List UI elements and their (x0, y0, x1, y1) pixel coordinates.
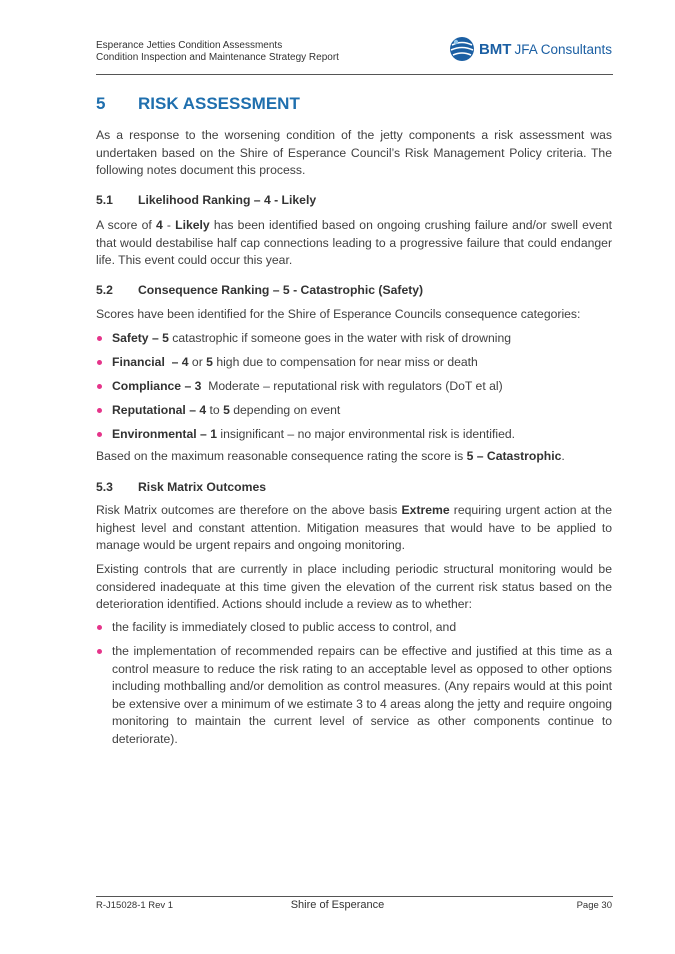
existing-controls-paragraph: Existing controls that are currently in place including periodic structural monitoring would be considered inadequate at this time given the elevation of the current risk status based on the deterioration identified. Actions should include a review as to whether: (96, 562, 612, 611)
section-title: RISK ASSESSMENT (138, 94, 300, 113)
list-item (96, 330, 612, 348)
list-item (96, 378, 612, 396)
header-text (96, 40, 339, 64)
text: insignificant – no major environmental risk is identified. (216, 427, 516, 441)
subsection-title: Consequence Ranking – 5 - Catastrophic (Safety) (138, 283, 424, 297)
consequence-intro: Scores have been identified for the Shire of Esperance Councils consequence categories: (96, 307, 581, 321)
subsection-title: Likelihood Ranking – 4 - Likely (138, 193, 317, 207)
header-line-1: Esperance Jetties Condition Assessments (96, 40, 283, 51)
text: depending on event (229, 403, 341, 417)
text: . (561, 449, 565, 463)
text: the facility is immediately closed to public access to control, and (112, 620, 457, 634)
bmt-logo (447, 32, 612, 66)
text: Based on the maximum reasonable consequence rating the score is (96, 449, 467, 463)
subsection-title: Risk Matrix Outcomes (138, 480, 267, 494)
text: catastrophic if someone goes in the water with risk of drowning (168, 331, 512, 345)
text: Risk Matrix outcomes are therefore on the above basis (96, 503, 402, 517)
subsection-heading-5-1 (96, 193, 316, 207)
section-heading (96, 94, 300, 114)
footer-client: Shire of Esperance (290, 899, 385, 911)
bullet-icon (97, 384, 102, 389)
bold-text: Reputational – 4 (112, 403, 207, 417)
globe-icon (447, 34, 477, 64)
logo-jfa-text: JFA Consultants (514, 41, 612, 57)
text: - (162, 218, 176, 232)
bullet-icon (97, 625, 102, 630)
text: high due to compensation for near miss or death (212, 355, 478, 369)
header-line-2: Condition Inspection and Maintenance Strategy Report (96, 52, 339, 63)
bold-text: 5 – Catastrophic (466, 449, 562, 463)
text: to (206, 403, 224, 417)
text: Moderate – reputational risk with regulators (DoT et al) (201, 379, 503, 393)
list-item (96, 402, 612, 420)
text: A score of (96, 218, 156, 232)
bold-text: 4 (155, 218, 163, 232)
bold-text: 5 (206, 355, 213, 369)
text: requiring urgent action at the highest level and constant attention. Mitigation measures that would have to be applied to manage would be urgent repairs and ongoing monitoring. (96, 503, 612, 552)
text: or (188, 355, 207, 369)
footer-report-id: R-J15028-1 Rev 1 (96, 900, 174, 911)
bullet-icon (97, 360, 102, 365)
text: the implementation of recommended repairs can be effective and justified at this time as a control measure to reduce the risk rating to an acceptable level as opposed to other options including mothballing and/or demolition as control measures. (Any repairs would at this point be extensive over a minimum of we estimate 3 to 4 areas along the jetty and require ongoing monitoring to maintain the current level of service as other components continue to deteriorate). (112, 644, 612, 746)
bold-text: Likely (175, 218, 210, 232)
page-header (96, 40, 616, 74)
text: has been identified based on ongoing crushing failure and/or swell event that would destabilise half cap connections leading to a progressive failure that could endanger life. This event could occur this year. (96, 218, 612, 267)
section-number: 5 (96, 94, 106, 113)
subsection-heading-5-3 (96, 480, 266, 494)
bold-text: Compliance – 3 (112, 379, 202, 393)
list-item (96, 643, 612, 748)
likelihood-paragraph (96, 217, 612, 270)
intro-paragraph: As a response to the worsening condition of the jetty components a risk assessment was undertaken based on the Shire of Esperance Council’s Risk Management Policy criteria. The following notes document this process. (96, 128, 612, 177)
bold-text: Extreme (401, 503, 450, 517)
list-item (96, 354, 612, 372)
header-divider (96, 74, 613, 75)
bullet-icon (97, 649, 102, 654)
subsection-heading-5-2 (96, 283, 423, 297)
bullet-icon (97, 432, 102, 437)
bullet-icon (97, 336, 102, 341)
bold-text: 5 (223, 403, 230, 417)
subsection-number: 5.1 (96, 193, 113, 207)
list-item (96, 619, 612, 637)
risk-matrix-paragraph (96, 502, 612, 555)
bold-text: Environmental – 1 (112, 427, 217, 441)
list-item (96, 426, 612, 444)
footer-divider (96, 896, 613, 897)
subsection-number: 5.3 (96, 480, 113, 494)
subsection-number: 5.2 (96, 283, 113, 297)
page-number: Page 30 (576, 900, 612, 911)
bold-text: Financial – 4 (112, 355, 189, 369)
logo-bmt-text: BMT (478, 40, 512, 58)
bold-text: Safety – 5 (112, 331, 169, 345)
consequence-conclusion (96, 448, 612, 466)
bullet-icon (97, 408, 102, 413)
